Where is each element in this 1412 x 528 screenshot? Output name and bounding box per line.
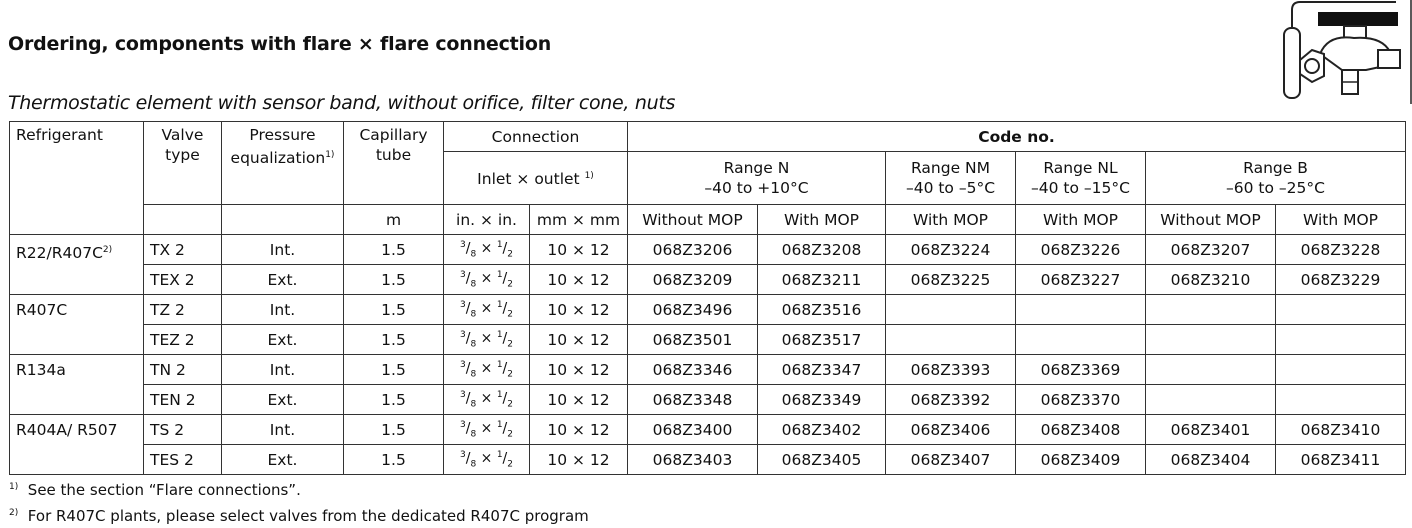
header-n-without-mop: Without MOP [628,205,758,235]
code-nl-with-mop: 068Z3408 [1016,415,1146,445]
code-b-without-mop: 068Z3401 [1146,415,1276,445]
code-nl-with-mop: 068Z3370 [1016,385,1146,415]
code-n-with-mop: 068Z3516 [758,295,886,325]
valve-type-cell: TZ 2 [144,295,222,325]
header-unit-mm: mm × mm [530,205,628,235]
header-nm-with-mop: With MOP [886,205,1016,235]
code-b-without-mop [1146,355,1276,385]
connection-in-cell: $^3/_8 \times ^1/_2$ [444,385,530,415]
code-nl-with-mop: 068Z3409 [1016,445,1146,475]
header-b-without-mop: Without MOP [1146,205,1276,235]
code-n-with-mop: 068Z3349 [758,385,886,415]
table-row [10,445,1406,475]
capillary-cell: 1.5 [344,265,444,295]
pressure-eq-cell: Int. [222,355,344,385]
connection-in-cell: $^3/_8 \times ^1/_2$ [444,235,530,265]
code-n-without-mop: 068Z3496 [628,295,758,325]
pressure-eq-cell: Int. [222,415,344,445]
connection-mm-cell: 10 × 12 [530,445,628,475]
connection-mm-cell: 10 × 12 [530,385,628,415]
code-b-without-mop: 068Z3210 [1146,265,1276,295]
code-nm-with-mop: 068Z3406 [886,415,1016,445]
header-range-nl: Range NL –40 to –15°C [1016,152,1146,205]
connection-mm-cell: 10 × 12 [530,325,628,355]
code-b-without-mop: 068Z3207 [1146,235,1276,265]
code-b-without-mop [1146,295,1276,325]
code-n-without-mop: 068Z3209 [628,265,758,295]
code-n-with-mop: 068Z3347 [758,355,886,385]
connection-in-cell: $^3/_8 \times ^1/_2$ [444,265,530,295]
code-n-with-mop: 068Z3208 [758,235,886,265]
table-row [10,235,1406,265]
valve-type-cell: TEX 2 [144,265,222,295]
table-row [10,295,1406,325]
code-nl-with-mop [1016,295,1146,325]
footnote: $^{2)}$ For R407C plants, please select valves from the dedicated R407C program [9,507,589,525]
header-unit-blank [144,205,222,235]
header-valve-type: Valve type [144,122,222,205]
code-b-with-mop [1276,385,1406,415]
code-nl-with-mop: 068Z3226 [1016,235,1146,265]
table-row [10,415,1406,445]
code-nl-with-mop: 068Z3369 [1016,355,1146,385]
header-b-with-mop: With MOP [1276,205,1406,235]
code-nm-with-mop: 068Z3393 [886,355,1016,385]
valve-type-cell: TEN 2 [144,385,222,415]
capillary-cell: 1.5 [344,385,444,415]
code-n-with-mop: 068Z3517 [758,325,886,355]
code-nm-with-mop [886,295,1016,325]
capillary-cell: 1.5 [344,295,444,325]
ordering-table [9,121,1406,475]
code-n-without-mop: 068Z3348 [628,385,758,415]
table-row [10,355,1406,385]
code-nm-with-mop: 068Z3224 [886,235,1016,265]
code-n-without-mop: 068Z3346 [628,355,758,385]
connection-in-cell: $^3/_8 \times ^1/_2$ [444,355,530,385]
pressure-eq-cell: Ext. [222,265,344,295]
code-n-with-mop: 068Z3405 [758,445,886,475]
code-b-with-mop: 068Z3228 [1276,235,1406,265]
code-nm-with-mop [886,325,1016,355]
code-b-with-mop [1276,295,1406,325]
header-code-no: Code no. [628,122,1406,152]
connection-mm-cell: 10 × 12 [530,265,628,295]
connection-mm-cell: 10 × 12 [530,235,628,265]
connection-in-cell: $^3/_8 \times ^1/_2$ [444,295,530,325]
valve-type-cell: TES 2 [144,445,222,475]
header-range-nm: Range NM –40 to –5°C [886,152,1016,205]
code-n-without-mop: 068Z3403 [628,445,758,475]
code-b-with-mop [1276,355,1406,385]
connection-mm-cell: 10 × 12 [530,295,628,325]
header-unit-m: m [344,205,444,235]
code-n-with-mop: 068Z3211 [758,265,886,295]
code-b-without-mop [1146,385,1276,415]
header-nl-with-mop: With MOP [1016,205,1146,235]
header-connection: Connection [444,122,628,152]
table-row [10,265,1406,295]
footnotes [9,476,589,528]
capillary-cell: 1.5 [344,355,444,385]
code-n-with-mop: 068Z3402 [758,415,886,445]
refrigerant-cell: R134a [10,355,144,415]
code-b-without-mop [1146,325,1276,355]
valve-type-cell: TEZ 2 [144,325,222,355]
code-nm-with-mop: 068Z3225 [886,265,1016,295]
header-refrigerant: Refrigerant [10,122,144,235]
pressure-eq-cell: Int. [222,295,344,325]
header-capillary-tube: Capillary tube [344,122,444,205]
refrigerant-cell: R407C [10,295,144,355]
page-title: Ordering, components with flare × flare connection [8,33,552,55]
code-b-with-mop: 068Z3411 [1276,445,1406,475]
table-row [10,385,1406,415]
header-pressure-equalization: Pressure equalization$^{1)}$ [222,122,344,205]
valve-type-cell: TN 2 [144,355,222,385]
code-n-without-mop: 068Z3206 [628,235,758,265]
header-inlet-outlet: Inlet × outlet $^{1)}$ [444,152,628,205]
header-unit-blank [222,205,344,235]
code-n-without-mop: 068Z3400 [628,415,758,445]
capillary-cell: 1.5 [344,325,444,355]
header-unit-in: in. × in. [444,205,530,235]
refrigerant-cell: R404A/ R507 [10,415,144,475]
pressure-eq-cell: Int. [222,235,344,265]
code-nl-with-mop: 068Z3227 [1016,265,1146,295]
connection-in-cell: $^3/_8 \times ^1/_2$ [444,415,530,445]
code-b-with-mop: 068Z3410 [1276,415,1406,445]
code-b-without-mop: 068Z3404 [1146,445,1276,475]
capillary-cell: 1.5 [344,445,444,475]
connection-in-cell: $^3/_8 \times ^1/_2$ [444,445,530,475]
code-b-with-mop [1276,325,1406,355]
code-nm-with-mop: 068Z3407 [886,445,1016,475]
valve-type-cell: TS 2 [144,415,222,445]
code-nm-with-mop: 068Z3392 [886,385,1016,415]
table-row [10,325,1406,355]
pressure-eq-cell: Ext. [222,325,344,355]
header-range-n: Range N –40 to +10°C [628,152,886,205]
header-range-b: Range B –60 to –25°C [1146,152,1406,205]
pressure-eq-cell: Ext. [222,445,344,475]
ordering-table-body [10,235,1406,475]
capillary-cell: 1.5 [344,415,444,445]
expansion-valve-illustration [1278,0,1412,104]
connection-mm-cell: 10 × 12 [530,415,628,445]
code-n-without-mop: 068Z3501 [628,325,758,355]
pressure-eq-cell: Ext. [222,385,344,415]
refrigerant-cell: $R22/R407C^{2)}$ [10,235,144,295]
table-caption: Thermostatic element with sensor band, without orifice, filter cone, nuts [8,92,676,114]
valve-type-cell: TX 2 [144,235,222,265]
connection-in-cell: $^3/_8 \times ^1/_2$ [444,325,530,355]
connection-mm-cell: 10 × 12 [530,355,628,385]
footnote: $^{1)}$ See the section “Flare connections”. [9,481,301,499]
code-b-with-mop: 068Z3229 [1276,265,1406,295]
header-n-with-mop: With MOP [758,205,886,235]
code-nl-with-mop [1016,325,1146,355]
capillary-cell: 1.5 [344,235,444,265]
